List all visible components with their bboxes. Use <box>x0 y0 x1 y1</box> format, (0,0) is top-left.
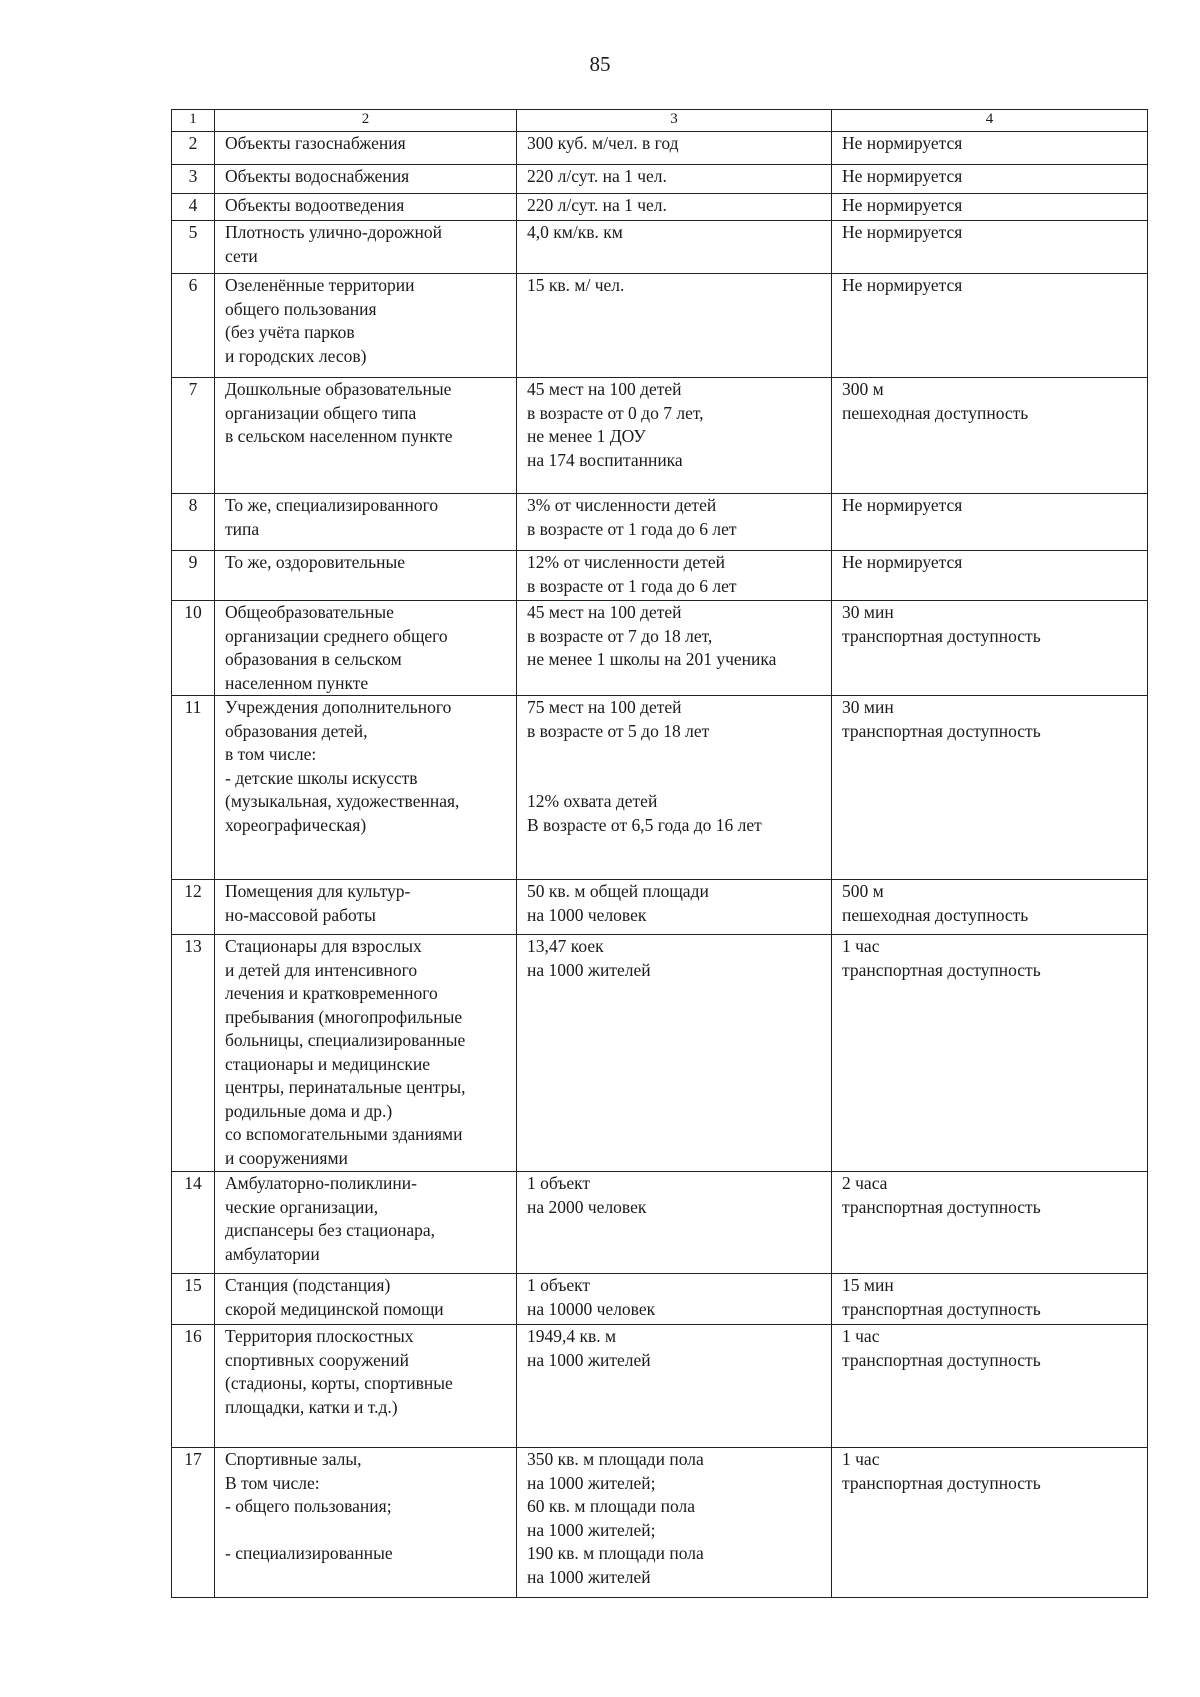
table-row <box>172 1172 1148 1274</box>
row-number: 14 <box>172 1172 215 1274</box>
row-number: 15 <box>172 1274 215 1325</box>
row-number: 3 <box>172 165 215 194</box>
table-row <box>172 274 1148 378</box>
table-row <box>172 551 1148 601</box>
row-norm: 4,0 км/кв. км <box>517 221 832 274</box>
row-number: 7 <box>172 378 215 494</box>
row-access: Не нормируется <box>832 274 1148 378</box>
row-access: 15 мин транспортная доступность <box>832 1274 1148 1325</box>
row-norm: 12% от численности детей в возрасте от 1 года до 6 лет <box>517 551 832 601</box>
row-object: То же, специализированного типа <box>215 494 517 551</box>
row-number: 9 <box>172 551 215 601</box>
table-body <box>172 132 1148 1598</box>
row-number: 8 <box>172 494 215 551</box>
row-norm: 1949,4 кв. м на 1000 жителей <box>517 1325 832 1448</box>
norms-table <box>171 109 1148 1598</box>
row-object: Плотность улично-дорожной сети <box>215 221 517 274</box>
table-row <box>172 1448 1148 1598</box>
header-col-1: 1 <box>172 110 215 132</box>
row-object: Озеленённые территории общего пользования (без учёта парков и городских лесов) <box>215 274 517 378</box>
row-access: 30 мин транспортная доступность <box>832 696 1148 880</box>
row-access: Не нормируется <box>832 165 1148 194</box>
table-row <box>172 221 1148 274</box>
row-object: Территория плоскостных спортивных сооружений (стадионы, корты, спортивные площадки, катки и т.д.) <box>215 1325 517 1448</box>
row-access: 300 м пешеходная доступность <box>832 378 1148 494</box>
table-row <box>172 935 1148 1172</box>
table-header-row <box>172 110 1148 132</box>
table-row <box>172 1274 1148 1325</box>
header-col-2: 2 <box>215 110 517 132</box>
table-row <box>172 1325 1148 1448</box>
row-object: Помещения для культур- но-массовой работы <box>215 880 517 935</box>
row-number: 17 <box>172 1448 215 1598</box>
row-access: 1 час транспортная доступность <box>832 935 1148 1172</box>
row-norm: 45 мест на 100 детей в возрасте от 7 до 18 лет, не менее 1 школы на 201 ученика <box>517 601 832 696</box>
row-number: 4 <box>172 194 215 221</box>
row-object: То же, оздоровительные <box>215 551 517 601</box>
row-object: Объекты газоснабжения <box>215 132 517 165</box>
table-row <box>172 165 1148 194</box>
row-access: Не нормируется <box>832 551 1148 601</box>
table-row <box>172 494 1148 551</box>
row-object: Станция (подстанция) скорой медицинской помощи <box>215 1274 517 1325</box>
row-norm: 1 объект на 2000 человек <box>517 1172 832 1274</box>
row-number: 11 <box>172 696 215 880</box>
row-norm: 220 л/сут. на 1 чел. <box>517 165 832 194</box>
row-access: 30 мин транспортная доступность <box>832 601 1148 696</box>
row-access: Не нормируется <box>832 194 1148 221</box>
row-norm: 3% от численности детей в возрасте от 1 года до 6 лет <box>517 494 832 551</box>
table-row <box>172 378 1148 494</box>
row-access: 2 часа транспортная доступность <box>832 1172 1148 1274</box>
row-access: Не нормируется <box>832 221 1148 274</box>
row-access: Не нормируется <box>832 494 1148 551</box>
table-row <box>172 880 1148 935</box>
row-number: 2 <box>172 132 215 165</box>
row-number: 13 <box>172 935 215 1172</box>
row-object: Общеобразовательные организации среднего общего образования в сельском населенном пункте <box>215 601 517 696</box>
table-row <box>172 601 1148 696</box>
row-norm: 220 л/сут. на 1 чел. <box>517 194 832 221</box>
row-object: Учреждения дополнительного образования детей, в том числе: - детские школы искусств (музыкальная, художественная, хореографическая) <box>215 696 517 880</box>
row-object: Амбулаторно-поликлини- ческие организации, диспансеры без стационара, амбулатории <box>215 1172 517 1274</box>
row-number: 5 <box>172 221 215 274</box>
row-norm: 50 кв. м общей площади на 1000 человек <box>517 880 832 935</box>
row-norm: 75 мест на 100 детей в возрасте от 5 до 18 лет 12% охвата детей В возрасте от 6,5 года до 16 лет <box>517 696 832 880</box>
table-row <box>172 132 1148 165</box>
row-object: Дошкольные образовательные организации общего типа в сельском населенном пункте <box>215 378 517 494</box>
row-number: 6 <box>172 274 215 378</box>
page-number: 85 <box>589 52 611 76</box>
header-col-4: 4 <box>832 110 1148 132</box>
row-object: Объекты водоотведения <box>215 194 517 221</box>
row-access: 1 час транспортная доступность <box>832 1448 1148 1598</box>
row-access: 500 м пешеходная доступность <box>832 880 1148 935</box>
table-row <box>172 696 1148 880</box>
row-norm: 300 куб. м/чел. в год <box>517 132 832 165</box>
row-number: 12 <box>172 880 215 935</box>
row-access: Не нормируется <box>832 132 1148 165</box>
row-object: Стационары для взрослых и детей для интенсивного лечения и кратковременного пребывания (многопрофильные больницы, специализированные стационары и медицинские центры, перинатальные центры, родильные дома и др.) со вспомогательными зданиями и сооружениями <box>215 935 517 1172</box>
row-number: 10 <box>172 601 215 696</box>
row-norm: 1 объект на 10000 человек <box>517 1274 832 1325</box>
row-norm: 13,47 коек на 1000 жителей <box>517 935 832 1172</box>
row-access: 1 час транспортная доступность <box>832 1325 1148 1448</box>
row-number: 16 <box>172 1325 215 1448</box>
row-object: Объекты водоснабжения <box>215 165 517 194</box>
row-object: Спортивные залы, В том числе: - общего пользования; - специализированные <box>215 1448 517 1598</box>
table-row <box>172 194 1148 221</box>
header-col-3: 3 <box>517 110 832 132</box>
row-norm: 350 кв. м площади пола на 1000 жителей; 60 кв. м площади пола на 1000 жителей; 190 кв. м площади пола на 1000 жителей <box>517 1448 832 1598</box>
row-norm: 15 кв. м/ чел. <box>517 274 832 378</box>
row-norm: 45 мест на 100 детей в возрасте от 0 до 7 лет, не менее 1 ДОУ на 174 воспитанника <box>517 378 832 494</box>
